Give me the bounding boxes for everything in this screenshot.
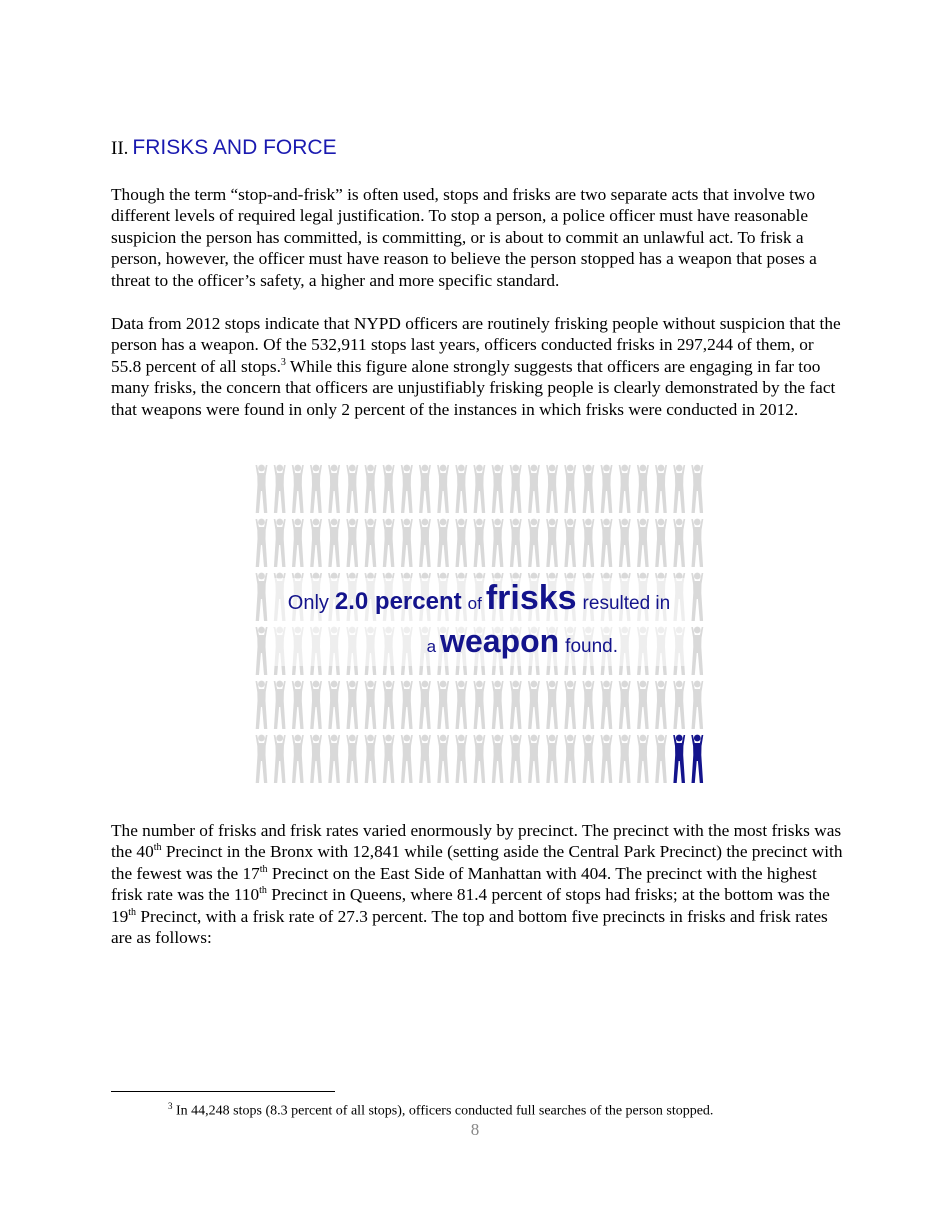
person-figure	[510, 465, 522, 513]
infographic-found: found.	[565, 636, 618, 657]
paragraph-text: Data from 2012 stops indicate that NYPD officers are routinely frisking people without suspicion that the person has a weapon. Of the 532,911 stops last years, officers conducted frisks in 297,244 of them, or 55.8 percent of all stops.	[111, 314, 841, 376]
person-figure	[383, 519, 395, 567]
person-figure	[419, 681, 431, 729]
infographic-of: of	[467, 594, 482, 613]
person-figure	[637, 465, 649, 513]
person-figure	[256, 735, 268, 783]
person-figure	[310, 681, 322, 729]
person-figure-highlighted	[691, 735, 703, 783]
person-figure	[655, 735, 667, 783]
person-figure-highlighted	[673, 735, 685, 783]
person-figure	[691, 627, 703, 675]
person-figure	[546, 681, 558, 729]
person-figure	[328, 519, 340, 567]
person-figure	[691, 681, 703, 729]
person-figure	[637, 735, 649, 783]
person-figure	[383, 465, 395, 513]
person-figure	[310, 735, 322, 783]
person-figure	[473, 735, 485, 783]
paragraph-text: Precinct on the East Side of Manhattan with 404. The precinct with the highest frisk rate was the 110	[111, 863, 817, 905]
person-figure	[619, 465, 631, 513]
person-figure	[546, 465, 558, 513]
person-figure	[455, 519, 467, 567]
person-figure	[401, 465, 413, 513]
person-figure	[292, 681, 304, 729]
person-figure	[510, 681, 522, 729]
person-figure	[582, 681, 594, 729]
person-figure	[401, 735, 413, 783]
person-figure	[292, 465, 304, 513]
person-figure	[564, 465, 576, 513]
person-figure	[582, 465, 594, 513]
person-figure	[437, 735, 449, 783]
person-figure	[691, 465, 703, 513]
person-figure	[492, 465, 504, 513]
superscript-th: th	[128, 906, 137, 918]
person-figure	[365, 519, 377, 567]
person-figure	[528, 519, 540, 567]
person-figure	[691, 573, 703, 621]
superscript-th: th	[153, 842, 162, 854]
person-figure	[256, 573, 268, 621]
person-figure	[256, 465, 268, 513]
person-figure	[546, 735, 558, 783]
person-figure	[492, 519, 504, 567]
infographic-a: a	[426, 637, 437, 656]
person-figure	[564, 681, 576, 729]
person-figure	[292, 735, 304, 783]
person-figure	[601, 519, 613, 567]
person-figure	[546, 519, 558, 567]
person-figure	[564, 735, 576, 783]
person-figure	[328, 681, 340, 729]
person-figure	[256, 627, 268, 675]
person-figure	[365, 681, 377, 729]
person-figure	[601, 465, 613, 513]
person-figure	[473, 519, 485, 567]
paragraph-text: The number of frisks and frisk rates varied enormously by precinct. The precinct with the most frisks was the 40	[111, 821, 842, 862]
person-figure	[655, 519, 667, 567]
person-figure	[346, 465, 358, 513]
footnote-number: 3	[168, 1101, 173, 1111]
person-figure	[492, 735, 504, 783]
person-figure	[528, 735, 540, 783]
person-figure	[564, 519, 576, 567]
person-figure	[510, 519, 522, 567]
person-figure	[691, 519, 703, 567]
section-number: II.	[111, 138, 129, 159]
superscript-th: th	[259, 885, 267, 897]
person-figure	[655, 465, 667, 513]
person-figure	[310, 465, 322, 513]
page-number: 8	[470, 1120, 480, 1139]
person-figure	[455, 465, 467, 513]
person-figure	[365, 465, 377, 513]
paragraph-text: Precinct, with a frisk rate of 27.3 percent. The top and bottom five precincts in frisks and frisk rates are as follows:	[111, 906, 828, 948]
person-figure	[528, 681, 540, 729]
paragraph-text: While this figure alone strongly suggests that officers are engaging in far too many frisks, the concern that officers are unjustifiably frisking people is clearly demonstrated by the fact that weapons were found in only 2 percent of the instances in which frisks were conducted in 2012.	[111, 356, 836, 419]
person-figure	[346, 519, 358, 567]
person-figure	[655, 681, 667, 729]
infographic-resulted-in: resulted in	[582, 593, 671, 614]
infographic-frisks: frisks	[485, 579, 577, 617]
infographic-only: Only	[287, 592, 329, 614]
person-figure	[274, 735, 286, 783]
superscript-th: th	[259, 864, 268, 876]
person-figure	[619, 735, 631, 783]
person-figure	[601, 681, 613, 729]
person-figure	[473, 681, 485, 729]
person-figure	[437, 465, 449, 513]
person-figure	[365, 735, 377, 783]
person-figure	[455, 735, 467, 783]
paragraph-frisk-data	[111, 313, 846, 420]
person-figure	[637, 519, 649, 567]
person-figure	[274, 465, 286, 513]
footnote	[168, 1101, 713, 1120]
paragraph-stop-vs-frisk: Though the term “stop-and-frisk” is often used, stops and frisks are two separate acts that involve two different levels of required legal justification. To stop a person, a police officer must have reasonable suspicion the person has committed, is committing, or is about to commit an unlawful act. To frisk a person, however, the officer must have reason to believe the person stopped has a weapon that poses a threat to the officer’s safety, a higher and more specific standard.	[111, 185, 817, 290]
paragraph-precinct-variation	[111, 820, 846, 948]
person-figure	[256, 519, 268, 567]
section-heading	[111, 136, 337, 160]
person-figure	[673, 681, 685, 729]
person-figure	[328, 465, 340, 513]
person-figure	[401, 519, 413, 567]
person-figure	[455, 681, 467, 729]
person-figure	[492, 681, 504, 729]
person-figure	[419, 465, 431, 513]
person-figure	[346, 735, 358, 783]
person-figure	[528, 465, 540, 513]
person-figure	[619, 681, 631, 729]
person-figure	[582, 735, 594, 783]
footnote-divider	[111, 1091, 335, 1092]
infographic-percent-value: 2.0 percent	[334, 588, 462, 615]
person-figure	[383, 735, 395, 783]
person-figure	[419, 735, 431, 783]
paragraph-text: Precinct in the Bronx with 12,841 while (setting aside the Central Park Precinct) the precinct with the fewest was the 17	[111, 842, 843, 883]
person-figure	[274, 681, 286, 729]
person-figure	[673, 465, 685, 513]
infographic-weapon: weapon	[440, 623, 560, 659]
footnote-ref: 3	[280, 357, 286, 369]
person-figure	[437, 519, 449, 567]
person-figure	[510, 735, 522, 783]
person-figure	[346, 681, 358, 729]
person-figure	[582, 519, 594, 567]
section-title: FRISKS AND FORCE	[132, 136, 337, 159]
person-figure	[274, 519, 286, 567]
weapon-infographic	[252, 460, 706, 784]
person-figure	[383, 681, 395, 729]
footnote-text: In 44,248 stops (8.3 percent of all stops), officers conducted full searches of the person stopped.	[172, 1103, 714, 1119]
person-figure	[256, 681, 268, 729]
person-figure	[637, 681, 649, 729]
person-figure	[310, 519, 322, 567]
person-figure	[328, 735, 340, 783]
person-figure	[419, 519, 431, 567]
person-figure	[437, 681, 449, 729]
person-figure	[473, 465, 485, 513]
person-figure	[619, 519, 631, 567]
person-figure	[673, 519, 685, 567]
person-figure	[601, 735, 613, 783]
person-figure	[292, 519, 304, 567]
paragraph-text: Precinct in Queens, where 81.4 percent of stops had frisks; at the bottom was the 19	[111, 885, 830, 926]
person-figure	[401, 681, 413, 729]
